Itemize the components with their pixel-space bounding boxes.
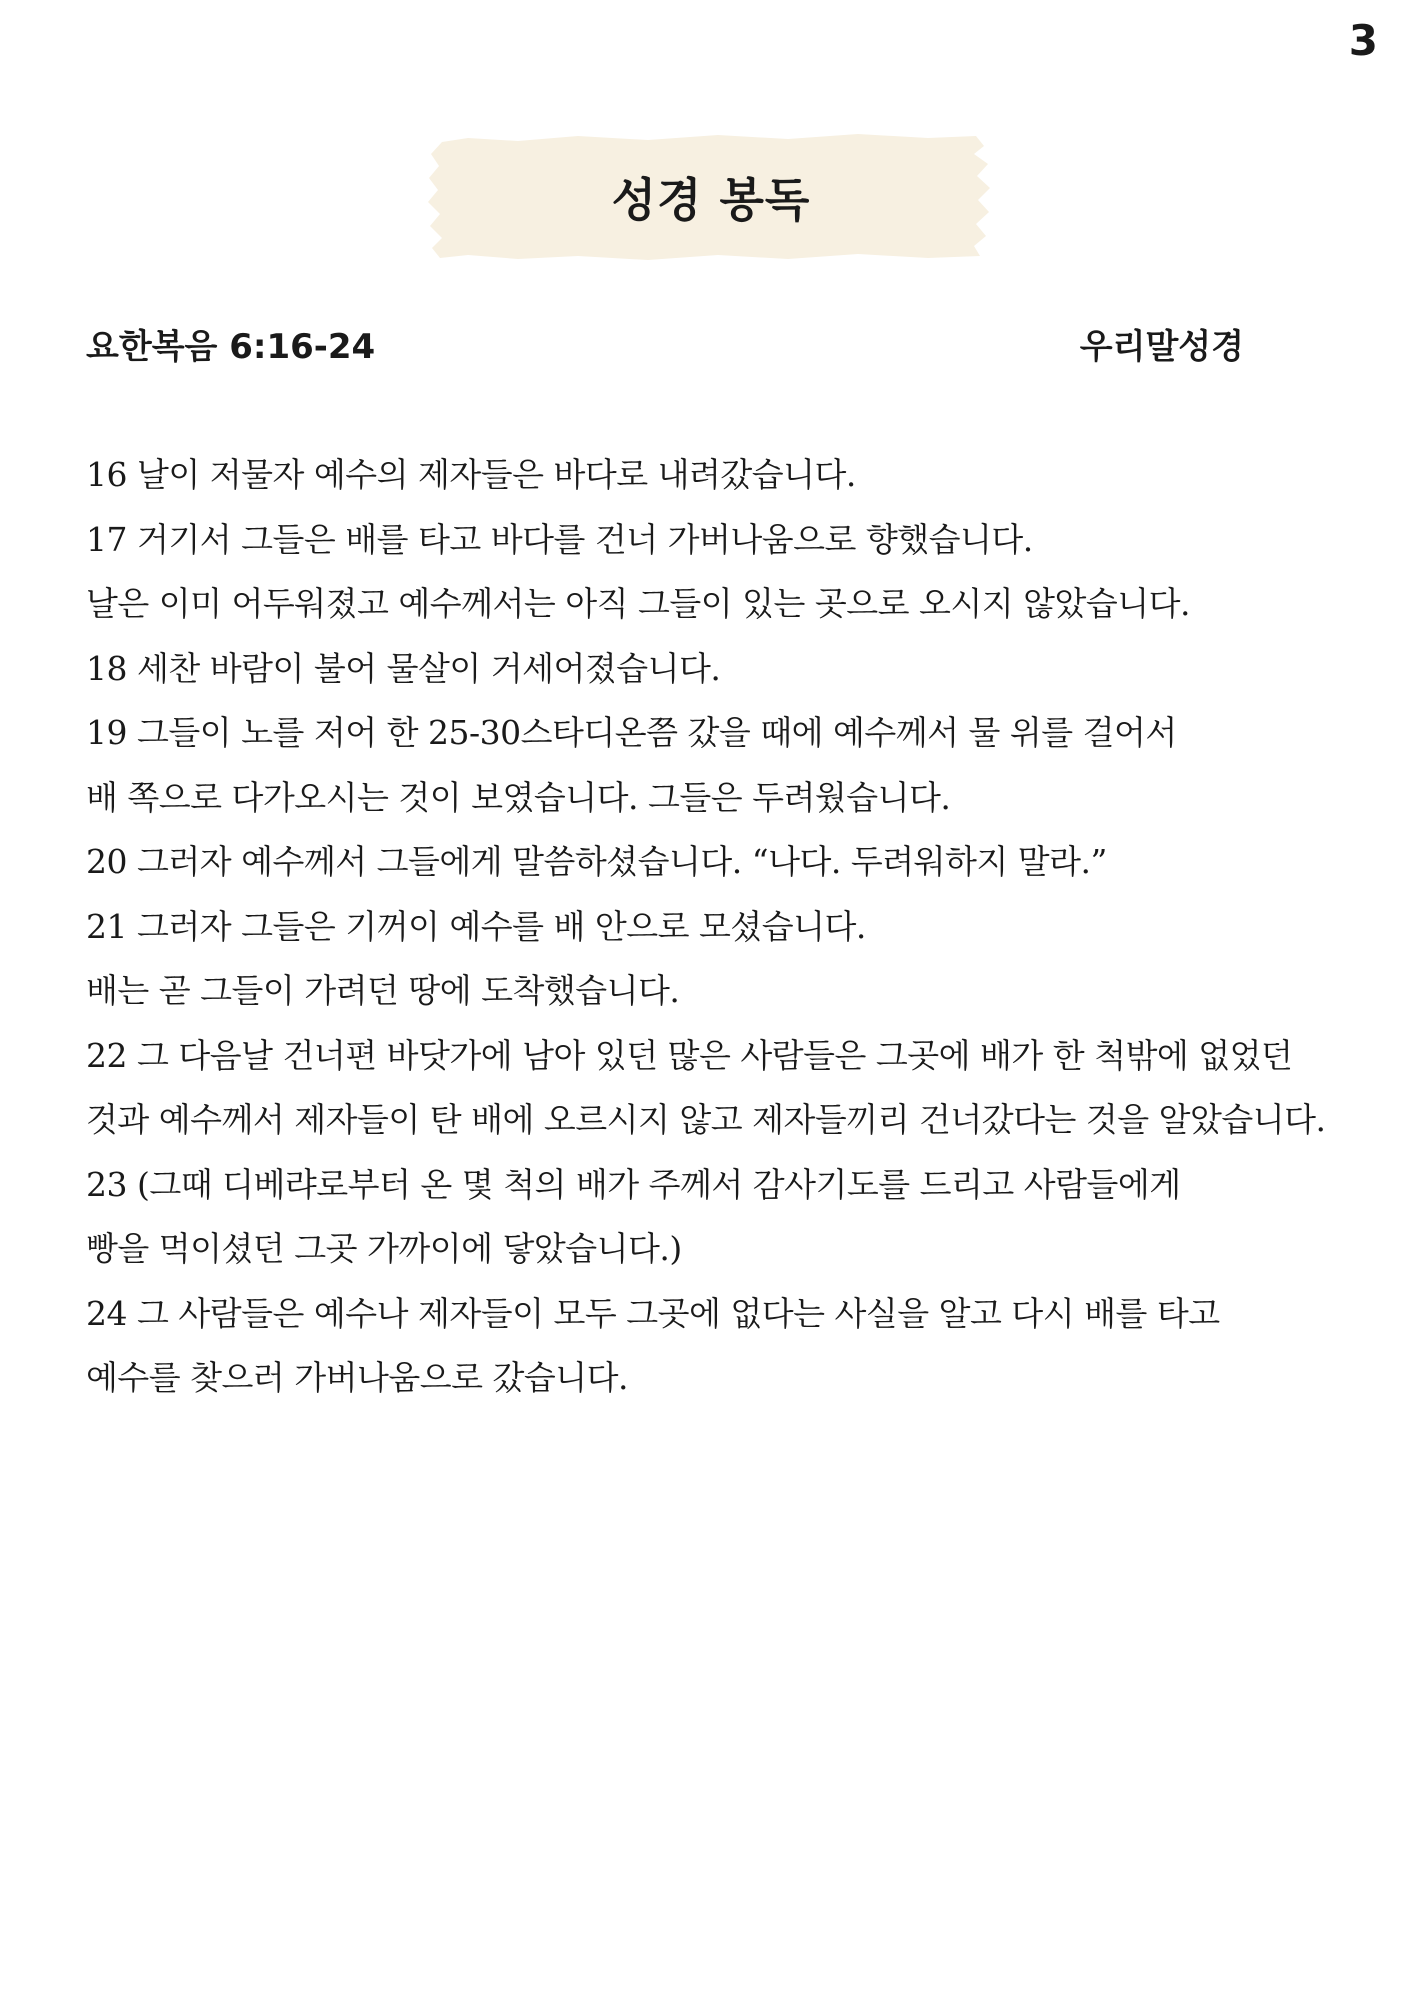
bible-translation: 우리말성경 (1079, 326, 1244, 367)
verse-line: 19 그들이 노를 저어 한 25-30스타디온쯤 갔을 때에 예수께서 물 위를 걸어서 (86, 713, 1177, 752)
verse-line: 22 그 다음날 건너편 바닷가에 남아 있던 많은 사람들은 그곳에 배가 한 척밖에 없었던 (86, 1035, 1293, 1075)
verse-line: 배는 곧 그들이 가려던 땅에 도착했습니다. (86, 971, 680, 1010)
verse-line: 23 (그때 디베랴로부터 온 몇 척의 배가 주께서 감사기도를 드리고 사람들에게 (86, 1164, 1181, 1204)
title-banner (428, 132, 994, 262)
verse-line: 20 그러자 예수께서 그들에게 말씀하셨습니다. “나다. 두려워하지 말라.” (86, 842, 1107, 881)
verse-line: 24 그 사람들은 예수나 제자들이 모두 그곳에 없다는 사실을 알고 다시 배를 타고 (86, 1293, 1220, 1333)
verse-line: 배 쪽으로 다가오시는 것이 보였습니다. 그들은 두려웠습니다. (86, 777, 951, 817)
scripture-reference: 요한복음 6:16-24 (86, 326, 376, 367)
verse-line: 17 거기서 그들은 배를 타고 바다를 건너 가버나움으로 향했습니다. (86, 519, 1033, 559)
verse-line: 21 그러자 그들은 기꺼이 예수를 배 안으로 모셨습니다. (86, 906, 866, 946)
verse-line: 18 세찬 바람이 불어 물살이 거세어졌습니다. (86, 648, 721, 688)
verse-line: 날은 이미 어두워졌고 예수께서는 아직 그들이 있는 곳으로 오시지 않았습니다. (86, 584, 1190, 623)
verse-line: 빵을 먹이셨던 그곳 가까이에 닿았습니다.) (86, 1229, 682, 1268)
page-number: 3 (1348, 16, 1378, 65)
scripture-passage (86, 443, 1376, 1411)
page-title: 성경 봉독 (611, 173, 811, 227)
verse-line: 것과 예수께서 제자들이 탄 배에 오르시지 않고 제자들끼리 건너갔다는 것을 알았습니다. (86, 1100, 1326, 1139)
verse-line: 예수를 찾으러 가버나움으로 갔습니다. (86, 1358, 629, 1397)
verse-line: 16 날이 저물자 예수의 제자들은 바다로 내려갔습니다. (86, 455, 856, 494)
reference-row (86, 318, 1244, 368)
